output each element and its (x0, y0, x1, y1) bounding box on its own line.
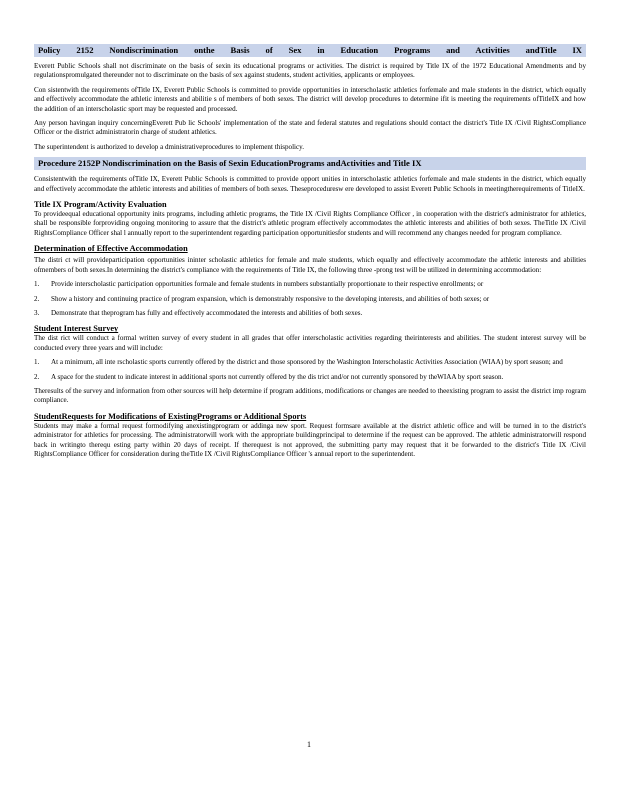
list-item (34, 358, 586, 367)
list-item (34, 280, 586, 289)
list-text: A space for the student to indicate interest in additional sports not currently offered by the dis trict and/or not currently sponsored by theWIAA by sport season. (51, 372, 504, 381)
list-number: 1. (34, 280, 40, 289)
document-page (34, 44, 586, 459)
policy-header: Policy 2152 Nondiscrimination onthe Basis of Sex in Education Programs and Activities andTitle IX (34, 44, 586, 57)
list-number: 1. (34, 358, 40, 367)
procedure-header: Procedure 2152P Nondiscrimination on the Basis of Sexin EducationPrograms andActivities and Title IX (34, 157, 586, 170)
list-text: Demonstrate that theprogram has fully and effectively accommodated the interests and abilities of both sexes. (51, 308, 363, 317)
list-text: Provide interscholastic participation opportunities formale and female students in numbers substantially proportionate to their respective enrollments; or (51, 280, 484, 289)
survey-closing-paragraph: Theresults of the survey and information from other sources will help determine if program additions, modifications or changes are needed to theexisting program to assist the district imp rogram compliance. (34, 386, 586, 405)
policy-paragraph-2: Con sistentwith the requirements ofTitle IX, Everett Public Schools is committed to provide opportunities in interscholastic athletics forfemale and male students in the district, which equally and effectively accommodate the athletic interests and abilitie s of members of both sexes. The district will develop procedures to determine ifit is meeting the requirements ofTitleIX and how the addition of an interscholastic sport may be requested and processed. (34, 85, 586, 113)
section-heading-requests: StudentRequests for Modifications of ExistingPrograms or Additional Sports (34, 411, 307, 421)
list-text: At a minimum, all inte rscholastic sports currently offered by the district and those sponsored by the Washington Interscholastic Activities Association (WIAA) by sport season; and (51, 358, 563, 367)
evaluation-paragraph: To provideequal educational opportunity inits programs, including athletic programs, the Title IX /Civil Rights Compliance Officer , in cooperation with the district's administrator for athletics, shall be responsible forproviding ongoing monitoring to assure that the district's athletic program effectively accommodates the athletic interests and abilities of both sexes. TheTitle IX /Civil RightsCompliance Officer shal l annually report to the superintendent regarding participation opportunitiesfor students and will recommend any changes needed for program compliance. (34, 210, 586, 237)
list-item (34, 309, 586, 318)
section-heading-accommodation: Determination of Effective Accommodation (34, 244, 188, 254)
section-heading-evaluation: Title IX Program/Activity Evaluation (34, 200, 167, 210)
policy-paragraph-1: Everett Public Schools shall not discriminate on the basis of sexin its educational programs or activities. The district is required by Title IX of the 1972 Educational Amendments and by regulationspromulgated thereunder not to discriminate on the basis of sex against students, student activities, applicants or employees. (34, 62, 586, 80)
list-number: 2. (34, 372, 40, 381)
list-number: 2. (34, 294, 40, 303)
requests-paragraph: Students may make a formal request formodifying anexistingprogram or addinga new sport. Request formsare available at the district athletic office and will be turned in to the district's administrator for athletics for processing. The administratorwill work with the appropriate buildingprincipal to determine if the request can be approved. The athletic administratorwill respond back in writingto therequ esting party within 20 days of receipt. If therequest is not approved, the submitting party may request that it be forwarded to the district's Title IX /Civil RightsCompliance Officer for consideration during theTitle IX /Civil RightsCompliance Officer 's annual report to the superintendent. (34, 421, 586, 458)
accommodation-paragraph: The distri ct will provideparticipation opportunities ininter scholastic athletics for female and male students, which equally and effectively accommodate the athletic interests and abilities ofmembers of both sexes.In determining the district's compliance with the requirements of Title IX, the following three -prong test will be utilized in determining accommodation: (34, 256, 586, 274)
section-heading-survey: Student Interest Survey (34, 324, 119, 334)
policy-paragraph-4: The superintendent is authorized to develop a dministrativeprocedures to implement thispolicy. (34, 142, 305, 151)
list-number: 3. (34, 308, 40, 317)
survey-paragraph: The dist rict will conduct a formal written survey of every student in all grades that offer interscholastic activities regarding theirinterests and abilities. The student interest survey will be conducted every three years and will include: (34, 334, 586, 352)
list-text: Show a history and continuing practice of program expansion, which is demonstrably responsive to the developing interests, and abilities of both sexes; or (51, 294, 490, 303)
list-item (34, 295, 586, 304)
list-item (34, 373, 586, 382)
policy-paragraph-3: Any person havingan inquiry concerningEverett Pub lic Schools' implementation of the state and federal statutes and regulations should contact the district's Title IX /Civil RightsCompliance Officer or the district administratorin charge of student athletics. (34, 119, 586, 137)
procedure-paragraph: Consistentwith the requirements ofTitle IX, Everett Public Schools is committed to provide opport unities in interscholastic athletics forfemale and male students in the district, which equally and effectively accommodate the athletic interests and abilities of members of both sexes. Theseproceduresw ere developed to assist Everett Public Schools in meetingtherequirements of TitleIX. (34, 175, 586, 193)
page-number: 1 (307, 740, 311, 749)
